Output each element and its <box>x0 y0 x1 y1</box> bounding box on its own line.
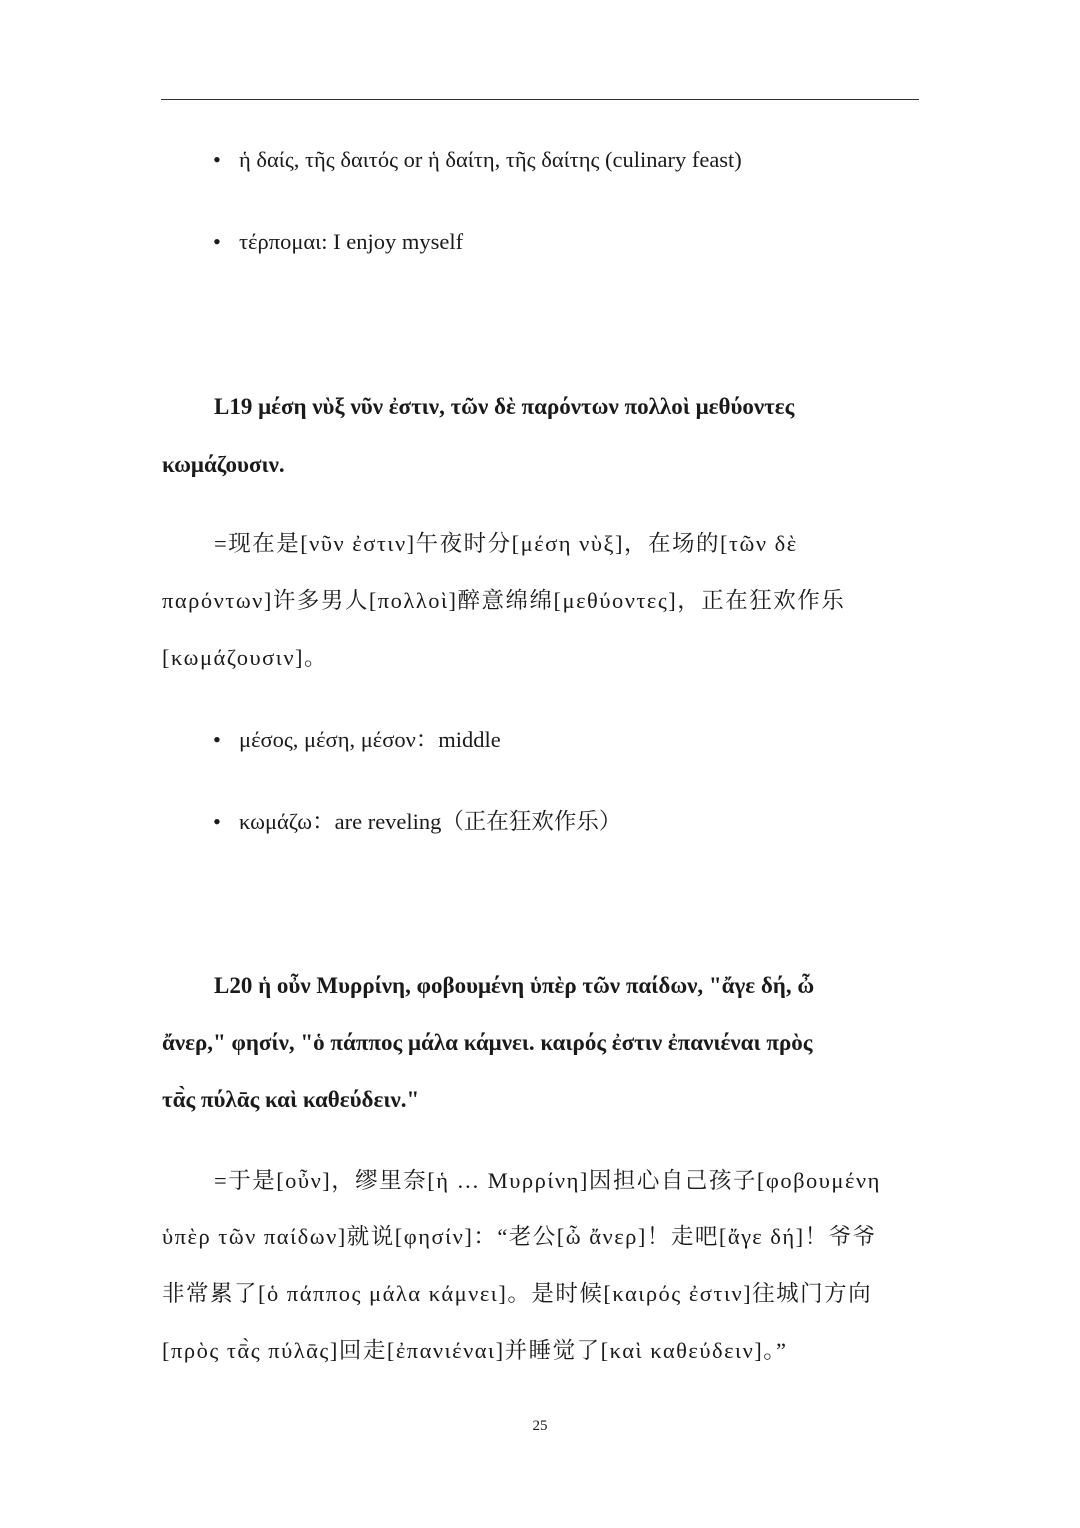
bullet-marker: • <box>213 229 221 254</box>
translation-line: παρόντων]许多男人[πολλοὶ]醉意绵绵[μεθύοντες]，正在狂欢作乐 <box>162 588 846 613</box>
header-rule <box>161 99 919 100</box>
translation-line: =于是[οὖν]，缪里奈[ἡ … Μυρρίνη]因担心自己孩子[φοβουμένη <box>214 1168 881 1193</box>
translation-line: [πρὸς τᾱ̀ς πύλᾱς]回走[ἐπανιέναι]并睡觉了[καὶ καθεύδειν]。” <box>162 1338 788 1363</box>
translation-line: =现在是[νῦν ἐστιν]午夜时分[μέση νὺξ]，在场的[τῶν δὲ <box>214 531 798 556</box>
translation-line: 非常累了[ὁ πάππος μάλα κάμνει]。是时候[καιρός ἐστιν]往城门方向 <box>162 1281 873 1306</box>
sentence-heading-line: τᾱ̀ς πύλᾱς καὶ καθεύδειν." <box>162 1087 420 1112</box>
vocab-bullet <box>213 227 463 257</box>
bullet-text: τέρπομαι: I enjoy myself <box>239 229 464 254</box>
bullet-marker: • <box>213 727 221 752</box>
vocab-bullet <box>213 807 621 837</box>
sentence-heading-line: κωμάζουσιν. <box>162 452 285 477</box>
bullet-marker: • <box>213 147 221 172</box>
bullet-marker: • <box>213 809 221 834</box>
vocab-bullet <box>213 725 501 755</box>
translation-line: ὑπὲρ τῶν παίδων]就说[φησίν]：“老公[ὦ ἄνερ]！走吧[ἄγε δή]！爷爷 <box>162 1224 877 1249</box>
sentence-heading-line: L19 μέση νὺξ νῦν ἐστιν, τῶν δὲ παρόντων πολλοὶ μεθύοντες <box>214 394 795 419</box>
page-number: 25 <box>532 1418 548 1434</box>
bullet-text: μέσος, μέση, μέσον：middle <box>239 727 501 752</box>
sentence-heading-line: L20 ἡ οὖν Μυρρίνη, φοβουμένη ὑπὲρ τῶν παίδων, "ἄγε δή, ὦ <box>214 973 815 998</box>
vocab-bullet <box>213 145 742 175</box>
bullet-text: ἡ δαίς, τῆς δαιτός or ἡ δαίτη, τῆς δαίτης (culinary feast) <box>239 147 742 172</box>
bullet-text: κωμάζω：are reveling（正在狂欢作乐） <box>239 809 622 834</box>
sentence-heading-line: ἄνερ," φησίν, "ὁ πάππος μάλα κάμνει. καιρός ἐστιν ἐπανιέναι πρὸς <box>162 1030 813 1055</box>
translation-line: [κωμάζουσιν]。 <box>162 645 329 670</box>
